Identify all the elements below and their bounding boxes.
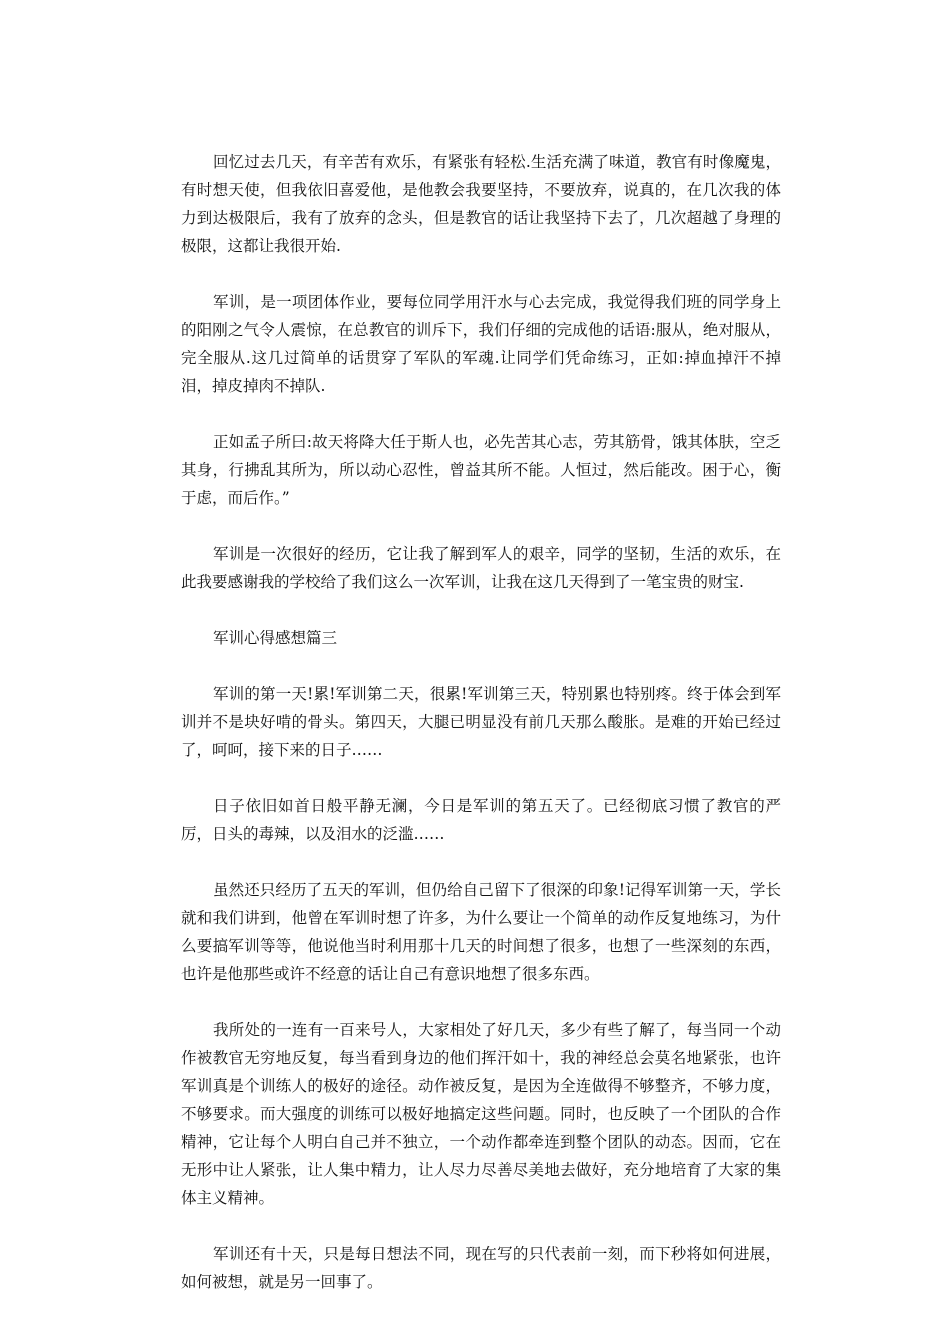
paragraph-8: 我所处的一连有一百来号人，大家相处了好几天，多少有些了解了，每当同一个动作被教官无穷地反复，每当看到身边的他们挥汗如十，我的神经总会莫名地紧张，也许军训真是个训练人的极好的途径。动作被反复，是因为全连做得不够整齐，不够力度，不够要求。而大强度的训练可以极好地搞定这些问题。同时，也反映了一个团队的合作精神，它让每个人明白自己并不独立，一个动作都牵连到整个团队的动态。因而，它在无形中让人紧张，让人集中精力，让人尽力尽善尽美地去做好，充分地培育了大家的集体主义精神。 (181, 1021, 781, 1207)
document-body (181, 148, 781, 1324)
paragraph-1: 回忆过去几天，有辛苦有欢乐，有紧张有轻松.生活充满了味道，教官有时像魔鬼，有时想天使，但我依旧喜爱他，是他教会我要坚持，不要放弃，说真的，在几次我的体力到达极限后，我有了放弃的念头，但是教官的话让我坚持下去了，几次超越了身理的极限，这都让我很开始. (181, 153, 781, 255)
paragraph-6: 日子依旧如首日般平静无澜，今日是军训的第五天了。已经彻底习惯了教官的严厉，日头的毒辣，以及泪水的泛滥…… (181, 797, 781, 843)
section-heading: 军训心得感想篇三 (213, 629, 338, 647)
paragraph-9: 军训还有十天，只是每日想法不同，现在写的只代表前一刻，而下秒将如何进展，如何被想，就是另一回事了。 (181, 1245, 781, 1291)
paragraph-4: 军训是一次很好的经历，它让我了解到军人的艰辛，同学的坚韧，生活的欢乐，在此我要感谢我的学校给了我们这么一次军训，让我在这几天得到了一笔宝贵的财宝. (181, 545, 781, 591)
paragraph-5: 军训的第一天!累!军训第二天，很累!军训第三天，特别累也特别疼。终于体会到军训并不是块好啃的骨头。第四天，大腿已明显没有前几天那么酸胀。是难的开始已经过了，呵呵，接下来的日子…… (181, 685, 781, 759)
paragraph-2: 军训，是一项团体作业，要每位同学用汗水与心去完成，我觉得我们班的同学身上的阳刚之气令人震惊，在总教官的训斥下，我们仔细的完成他的话语:服从，绝对服从，完全服从.这几过简单的话贯穿了军队的军魂.让同学们凭命练习，正如:掉血掉汗不掉泪，掉皮掉肉不掉队. (181, 293, 781, 395)
paragraph-3: 正如孟子所曰:故天将降大任于斯人也，必先苦其心志，劳其筋骨，饿其体肤，空乏其身，行拂乱其所为，所以动心忍性，曾益其所不能。人恒过，然后能改。困于心，衡于虑，而后作。” (181, 433, 781, 507)
paragraph-7: 虽然还只经历了五天的军训，但仍给自己留下了很深的印象!记得军训第一天，学长就和我们讲到，他曾在军训时想了许多，为什么要让一个简单的动作反复地练习，为什么要搞军训等等，他说他当时利用那十几天的时间想了很多，也想了一些深刻的东西，也许是他那些或许不经意的话让自己有意识地想了很多东西。 (181, 881, 781, 983)
